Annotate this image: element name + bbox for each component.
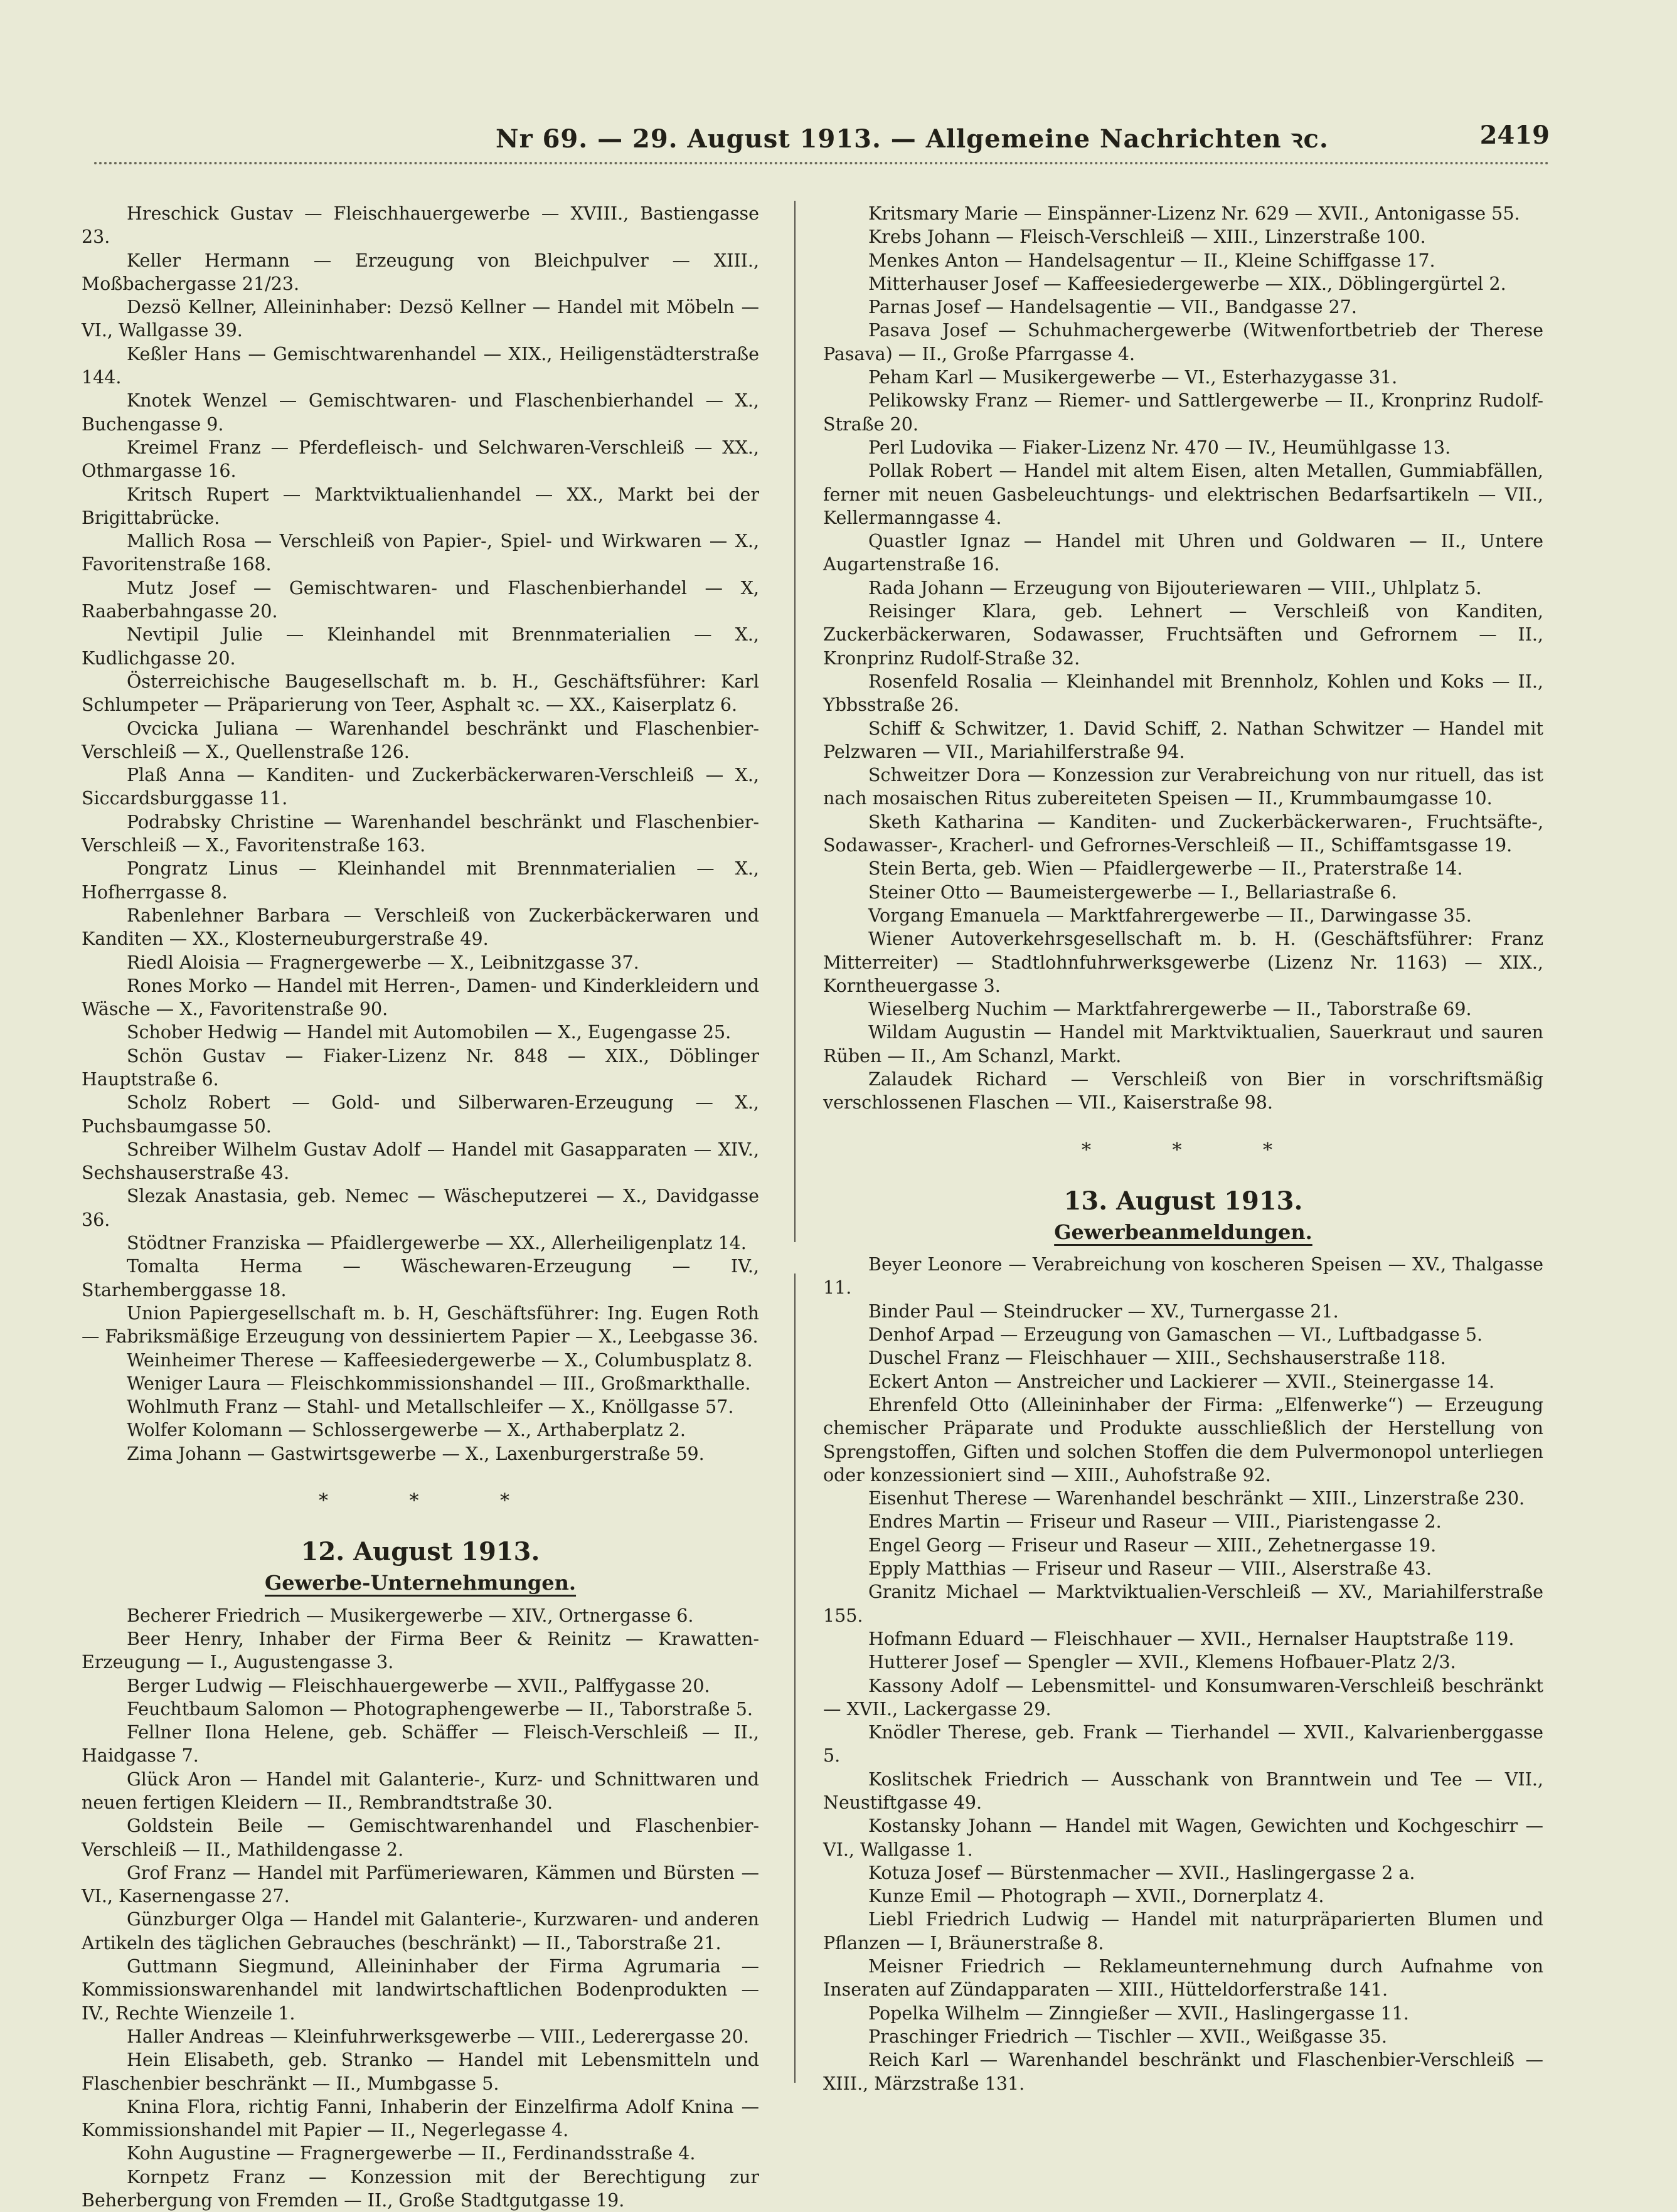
section-separator-stars: * * * xyxy=(318,1490,548,1513)
register-entry: Wohlmuth Franz — Stahl- und Metallschleifer — X., Knöllgasse 57. xyxy=(127,1396,734,1418)
register-entry: Keßler Hans — Gemischtwarenhandel — XIX., Heiligenstädterstraße 144. xyxy=(82,343,759,388)
left-entries-bottom xyxy=(82,1604,759,2212)
date-heading: 12. August 1913. xyxy=(301,1537,540,1567)
register-entry: Beyer Leonore — Verabreichung von koscheren Speisen — XV., Thalgasse 11. xyxy=(823,1254,1543,1299)
register-entry: Knödler Therese, geb. Frank — Tierhandel — XVII., Kalvarienberggasse 5. xyxy=(823,1722,1543,1767)
register-entry: Tomalta Herma — Wäschewaren-Erzeugung — IV., Starhemberggasse 18. xyxy=(82,1256,759,1300)
register-entry: Mallich Rosa — Verschleiß von Papier-, Spiel- und Wirkwaren — X., Favoritenstraße 168. xyxy=(82,531,759,575)
register-entry: Rosenfeld Rosalia — Kleinhandel mit Brennholz, Kohlen und Koks — II., Ybbsstraße 26. xyxy=(823,671,1543,716)
register-entry: Epply Matthias — Friseur und Raseur — VIII., Alserstraße 43. xyxy=(868,1558,1432,1580)
register-entry: Denhof Arpad — Erzeugung von Gamaschen — VI., Luftbadgasse 5. xyxy=(868,1324,1483,1346)
register-entry: Ovcicka Juliana — Warenhandel beschränkt und Flaschenbier-Verschleiß — X., Quellenstraße 126. xyxy=(82,718,759,762)
register-entry: Zima Johann — Gastwirtsgewerbe — X., Laxenburgerstraße 59. xyxy=(127,1443,705,1464)
right-column xyxy=(823,202,1543,2095)
register-entry: Günzburger Olga — Handel mit Galanterie-, Kurzwaren- und anderen Artikeln des täglichen Gebrauches (beschränkt) — II., Taborstraße 21. xyxy=(82,1909,759,1954)
register-entry: Österreichische Baugesellschaft m. b. H., Geschäftsführer: Karl Schlumpeter — Präparierung von Teer, Asphalt ꝛc. — XX., Kaiserplatz 6. xyxy=(82,671,759,716)
register-entry: Sketh Katharina — Kanditen- und Zuckerbäckerwaren-, Fruchtsäfte-, Sodawasser-, Kracherl- und Gefrornes-Verschleiß — II., Schiffamtsgasse 19. xyxy=(823,811,1543,856)
header-title: Nr 69. — 29. August 1913. — Allgemeine Nachrichten ꝛc. xyxy=(496,124,1329,154)
register-entry: Wiener Autoverkehrsgesellschaft m. b. H. (Geschäftsführer: Franz Mitterreiter) — Stadtlohnfuhrwerksgewerbe (Lizenz Nr. 1163) — XIX., Korntheuergasse 3. xyxy=(823,928,1543,996)
left-column xyxy=(82,202,759,2212)
register-entry: Dezsö Kellner, Alleininhaber: Dezsö Kellner — Handel mit Möbeln — VI., Wallgasse 39. xyxy=(82,297,759,341)
register-entry: Slezak Anastasia, geb. Nemec — Wäscheputzerei — X., Davidgasse 36. xyxy=(82,1186,759,1230)
register-entry: Knina Flora, richtig Fanni, Inhaberin der Einzelfirma Adolf Knina — Kommissionshandel mit Papier — II., Negerlegasse 4. xyxy=(82,2096,759,2141)
register-entry: Pongratz Linus — Kleinhandel mit Brennmaterialien — X., Hofherrgasse 8. xyxy=(82,858,759,903)
register-entry: Peham Karl — Musikergewerbe — VI., Esterhazygasse 31. xyxy=(868,367,1398,388)
register-entry: Popelka Wilhelm — Zinngießer — XVII., Haslingergasse 11. xyxy=(868,2002,1409,2024)
register-entry: Schweitzer Dora — Konzession zur Verabreichung von nur rituell, das ist nach mosaischen Ritus zubereiteten Speisen — II., Krummbaumgasse 10. xyxy=(823,765,1543,809)
register-entry: Steiner Otto — Baumeistergewerbe — I., Bellariastraße 6. xyxy=(868,881,1397,903)
register-entry: Perl Ludovika — Fiaker-Lizenz Nr. 470 — IV., Heumühlgasse 13. xyxy=(868,437,1451,458)
register-entry: Schreiber Wilhelm Gustav Adolf — Handel mit Gasapparaten — XIV., Sechshauserstraße 43. xyxy=(82,1139,759,1184)
register-entry: Hreschick Gustav — Fleischhauergewerbe — XVIII., Bastiengasse 23. xyxy=(82,203,759,248)
register-entry: Reich Karl — Warenhandel beschränkt und Flaschenbier-Verschleiß — XIII., Märzstraße 131. xyxy=(823,2050,1543,2094)
register-entry: Rabenlehner Barbara — Verschleiß von Zuckerbäckerwaren und Kanditen — XX., Klosterneuburgerstraße 49. xyxy=(82,905,759,950)
register-entry: Mitterhauser Josef — Kaffeesiedergewerbe — XIX., Döblingergürtel 2. xyxy=(868,273,1506,294)
register-entry: Eckert Anton — Anstreicher und Lackierer — XVII., Steinergasse 14. xyxy=(868,1371,1495,1392)
register-entry: Knotek Wenzel — Gemischtwaren- und Flaschenbierhandel — X., Buchengasse 9. xyxy=(82,390,759,435)
register-entry: Weniger Laura — Fleischkommissionshandel — III., Großmarkthalle. xyxy=(127,1373,751,1394)
register-entry: Parnas Josef — Handelsagentie — VII., Bandgasse 27. xyxy=(868,297,1357,318)
register-entry: Beer Henry, Inhaber der Firma Beer & Reinitz — Krawatten-Erzeugung — I., Augustengasse 3. xyxy=(82,1628,759,1673)
register-entry: Union Papiergesellschaft m. b. H, Geschäftsführer: Ing. Eugen Roth — Fabriksmäßige Erzeugung von dessiniertem Papier — X., Leebgasse 36. xyxy=(82,1302,759,1348)
left-entries-top xyxy=(82,202,759,1465)
column-divider-bottom xyxy=(794,1273,796,2083)
register-entry: Stödtner Franziska — Pfaidlergewerbe — XX., Allerheiligenplatz 14. xyxy=(127,1233,747,1254)
register-entry: Wolfer Kolomann — Schlossergewerbe — X., Arthaberplatz 2. xyxy=(127,1420,686,1441)
register-entry: Zalaudek Richard — Verschleiß von Bier in vorschriftsmäßig verschlossenen Flaschen — VII., Kaiserstraße 98. xyxy=(823,1068,1543,1114)
register-entry: Kreimel Franz — Pferdefleisch- und Selchwaren-Verschleiß — XX., Othmargasse 16. xyxy=(82,437,759,482)
register-entry: Praschinger Friedrich — Tischler — XVII., Weißgasse 35. xyxy=(868,2026,1387,2047)
register-entry: Liebl Friedrich Ludwig — Handel mit naturpräparierten Blumen und Pflanzen — I, Bräunerstraße 8. xyxy=(823,1909,1543,1954)
register-entry: Kornpetz Franz — Konzession mit der Berechtigung zur Beherbergung von Fremden — II., Große Stadtgutgasse 19. xyxy=(82,2166,759,2211)
section-heading: Gewerbeanmeldungen. xyxy=(1054,1220,1312,1244)
section-separator-stars: * * * xyxy=(1081,1139,1311,1161)
register-entry: Vorgang Emanuela — Marktfahrergewerbe — II., Darwingasse 35. xyxy=(868,905,1472,926)
register-entry: Rada Johann — Erzeugung von Bijouteriewaren — VIII., Uhlplatz 5. xyxy=(868,577,1482,598)
register-entry: Glück Aron — Handel mit Galanterie-, Kurz- und Schnittwaren und neuen fertigen Kleidern — II., Rembrandtstraße 30. xyxy=(82,1768,759,1813)
register-entry: Menkes Anton — Handelsagentur — II., Kleine Schiffgasse 17. xyxy=(868,250,1435,271)
register-entry: Guttmann Siegmund, Alleininhaber der Firma Agrumaria — Kommissionswarenhandel mit landwirtschaftlichen Bodenprodukten — IV., Rechte Wienzeile 1. xyxy=(82,1956,759,2024)
column-divider-top xyxy=(794,201,796,1242)
register-entry: Granitz Michael — Marktviktualien-Verschleiß — XV., Mariahilferstraße 155. xyxy=(823,1582,1543,1626)
register-entry: Keller Hermann — Erzeugung von Bleichpulver — XIII., Moßbachergasse 21/23. xyxy=(82,250,759,294)
register-entry: Pollak Robert — Handel mit altem Eisen, alten Metallen, Gummiabfällen, ferner mit neuen Gasbeleuchtungs- und elektrischen Bedarfsartikeln — VII., Kellermanngasse 4. xyxy=(823,460,1543,528)
date-heading: 13. August 1913. xyxy=(1063,1186,1303,1216)
register-entry: Berger Ludwig — Fleischhauergewerbe — XVII., Palffygasse 20. xyxy=(127,1675,710,1696)
register-entry: Quastler Ignaz — Handel mit Uhren und Goldwaren — II., Untere Augartenstraße 16. xyxy=(823,531,1543,575)
page-number: 2419 xyxy=(1479,120,1550,150)
register-entry: Kritsch Rupert — Marktviktualienhandel — XX., Markt bei der Brigittabrücke. xyxy=(82,484,759,528)
register-entry: Schiff & Schwitzer, 1. David Schiff, 2. Nathan Schwitzer — Handel mit Pelzwaren — VII., Mariahilferstraße 94. xyxy=(823,718,1543,762)
register-entry: Nevtipil Julie — Kleinhandel mit Brennmaterialien — X., Kudlichgasse 20. xyxy=(82,624,759,669)
right-entries-bottom xyxy=(823,1253,1543,2095)
register-entry: Hofmann Eduard — Fleischhauer — XVII., Hernalser Hauptstraße 119. xyxy=(868,1628,1515,1649)
register-entry: Kotuza Josef — Bürstenmacher — XVII., Haslingergasse 2 a. xyxy=(868,1862,1415,1883)
register-entry: Kunze Emil — Photograph — XVII., Dornerplatz 4. xyxy=(868,1886,1324,1907)
register-entry: Goldstein Beile — Gemischtwarenhandel und Flaschenbier-Verschleiß — II., Mathildengasse 2. xyxy=(82,1816,759,1860)
register-entry: Kritsmary Marie — Einspänner-Lizenz Nr. 629 — XVII., Antonigasse 55. xyxy=(868,203,1520,224)
register-entry: Wieselberg Nuchim — Marktfahrergewerbe — II., Taborstraße 69. xyxy=(868,999,1472,1020)
register-entry: Kostansky Johann — Handel mit Wagen, Gewichten und Kochgeschirr — VI., Wallgasse 1. xyxy=(823,1816,1543,1860)
right-entries-top xyxy=(823,202,1543,1115)
register-entry: Schön Gustav — Fiaker-Lizenz Nr. 848 — XIX., Döblinger Hauptstraße 6. xyxy=(82,1045,759,1090)
register-entry: Rones Morko — Handel mit Herren-, Damen- und Kinderkleidern und Wäsche — X., Favoritenstraße 90. xyxy=(82,975,759,1020)
register-entry: Fellner Ilona Helene, geb. Schäffer — Fleisch-Verschleiß — II., Haidgasse 7. xyxy=(82,1722,759,1767)
register-entry: Krebs Johann — Fleisch-Verschleiß — XIII., Linzerstraße 100. xyxy=(868,226,1426,248)
register-entry: Becherer Friedrich — Musikergewerbe — XIV., Ortnergasse 6. xyxy=(127,1605,694,1626)
register-entry: Wildam Augustin — Handel mit Marktviktualien, Sauerkraut und sauren Rüben — II., Am Schanzl, Markt. xyxy=(823,1022,1543,1066)
register-entry: Kohn Augustine — Fragnergewerbe — II., Ferdinandsstraße 4. xyxy=(127,2143,696,2164)
register-entry: Mutz Josef — Gemischtwaren- und Flaschenbierhandel — X, Raaberbahngasse 20. xyxy=(82,577,759,622)
register-entry: Stein Berta, geb. Wien — Pfaidlergewerbe — II., Praterstraße 14. xyxy=(868,858,1463,880)
register-entry: Meisner Friedrich — Reklameunternehmung durch Aufnahme von Inseraten auf Zündapparaten — XIII., Hütteldorferstraße 141. xyxy=(823,1956,1543,2001)
register-entry: Schober Hedwig — Handel mit Automobilen — X., Eugengasse 25. xyxy=(127,1022,732,1043)
register-entry: Koslitschek Friedrich — Ausschank von Branntwein und Tee — VII., Neustiftgasse 49. xyxy=(823,1768,1543,1813)
register-entry: Haller Andreas — Kleinfuhrwerksgewerbe — VIII., Lederergasse 20. xyxy=(127,2026,749,2047)
header-rule xyxy=(94,162,1550,164)
register-entry: Weinheimer Therese — Kaffeesiedergewerbe — X., Columbusplatz 8. xyxy=(127,1349,753,1371)
register-entry: Hutterer Josef — Spengler — XVII., Klemens Hofbauer-Platz 2/3. xyxy=(868,1652,1456,1673)
register-entry: Endres Martin — Friseur und Raseur — VIII., Piaristengasse 2. xyxy=(868,1511,1442,1533)
register-entry: Scholz Robert — Gold- und Silberwaren-Erzeugung — X., Puchsbaumgasse 50. xyxy=(82,1092,759,1137)
register-entry: Grof Franz — Handel mit Parfümeriewaren, Kämmen und Bürsten — VI., Kasernengasse 27. xyxy=(82,1862,759,1907)
register-entry: Podrabsky Christine — Warenhandel beschränkt und Flaschenbier-Verschleiß — X., Favoritenstraße 163. xyxy=(82,811,759,856)
register-entry: Ehrenfeld Otto (Alleininhaber der Firma: „Elfenwerke“) — Erzeugung chemischer Präparate und Produkte ausschließlich der Herstellung von Sprengstoffen, Giften und solchen Stoffen die dem Pulvermonopol unterliegen oder konzessioniert sind — XIII., Auhofstraße 92. xyxy=(823,1394,1543,1486)
register-entry: Kassony Adolf — Lebensmittel- und Konsumwaren-Verschleiß beschränkt — XVII., Lackergasse 29. xyxy=(823,1675,1543,1720)
register-entry: Plaß Anna — Kanditen- und Zuckerbäckerwaren-Verschleiß — X., Siccardsburggasse 11. xyxy=(82,765,759,809)
register-entry: Eisenhut Therese — Warenhandel beschränkt — XIII., Linzerstraße 230. xyxy=(868,1488,1525,1509)
register-entry: Pelikowsky Franz — Riemer- und Sattlergewerbe — II., Kronprinz Rudolf-Straße 20. xyxy=(823,390,1543,435)
register-entry: Binder Paul — Steindrucker — XV., Turnergasse 21. xyxy=(868,1300,1339,1322)
register-entry: Feuchtbaum Salomon — Photographengewerbe — II., Taborstraße 5. xyxy=(127,1698,753,1720)
register-entry: Reisinger Klara, geb. Lehnert — Verschleiß von Kanditen, Zuckerbäckerwaren, Sodawasser, Fruchtsäften und Gefrornem — II., Kronprinz Rudolf-Straße 32. xyxy=(823,601,1543,669)
register-entry: Riedl Aloisia — Fragnergewerbe — X., Leibnitzgasse 37. xyxy=(127,952,639,973)
register-entry: Hein Elisabeth, geb. Stranko — Handel mit Lebensmitteln und Flaschenbier beschränkt — II., Mumbgasse 5. xyxy=(82,2050,759,2094)
register-entry: Duschel Franz — Fleischhauer — XIII., Sechshauserstraße 118. xyxy=(868,1348,1446,1369)
register-entry: Pasava Josef — Schuhmachergewerbe (Witwenfortbetrieb der Therese Pasava) — II., Große Pfarrgasse 4. xyxy=(823,320,1543,364)
section-heading: Gewerbe-Unternehmungen. xyxy=(264,1571,577,1595)
page-header xyxy=(94,120,1550,164)
register-entry: Engel Georg — Friseur und Raseur — XIII., Zehetnergasse 19. xyxy=(868,1534,1437,1556)
